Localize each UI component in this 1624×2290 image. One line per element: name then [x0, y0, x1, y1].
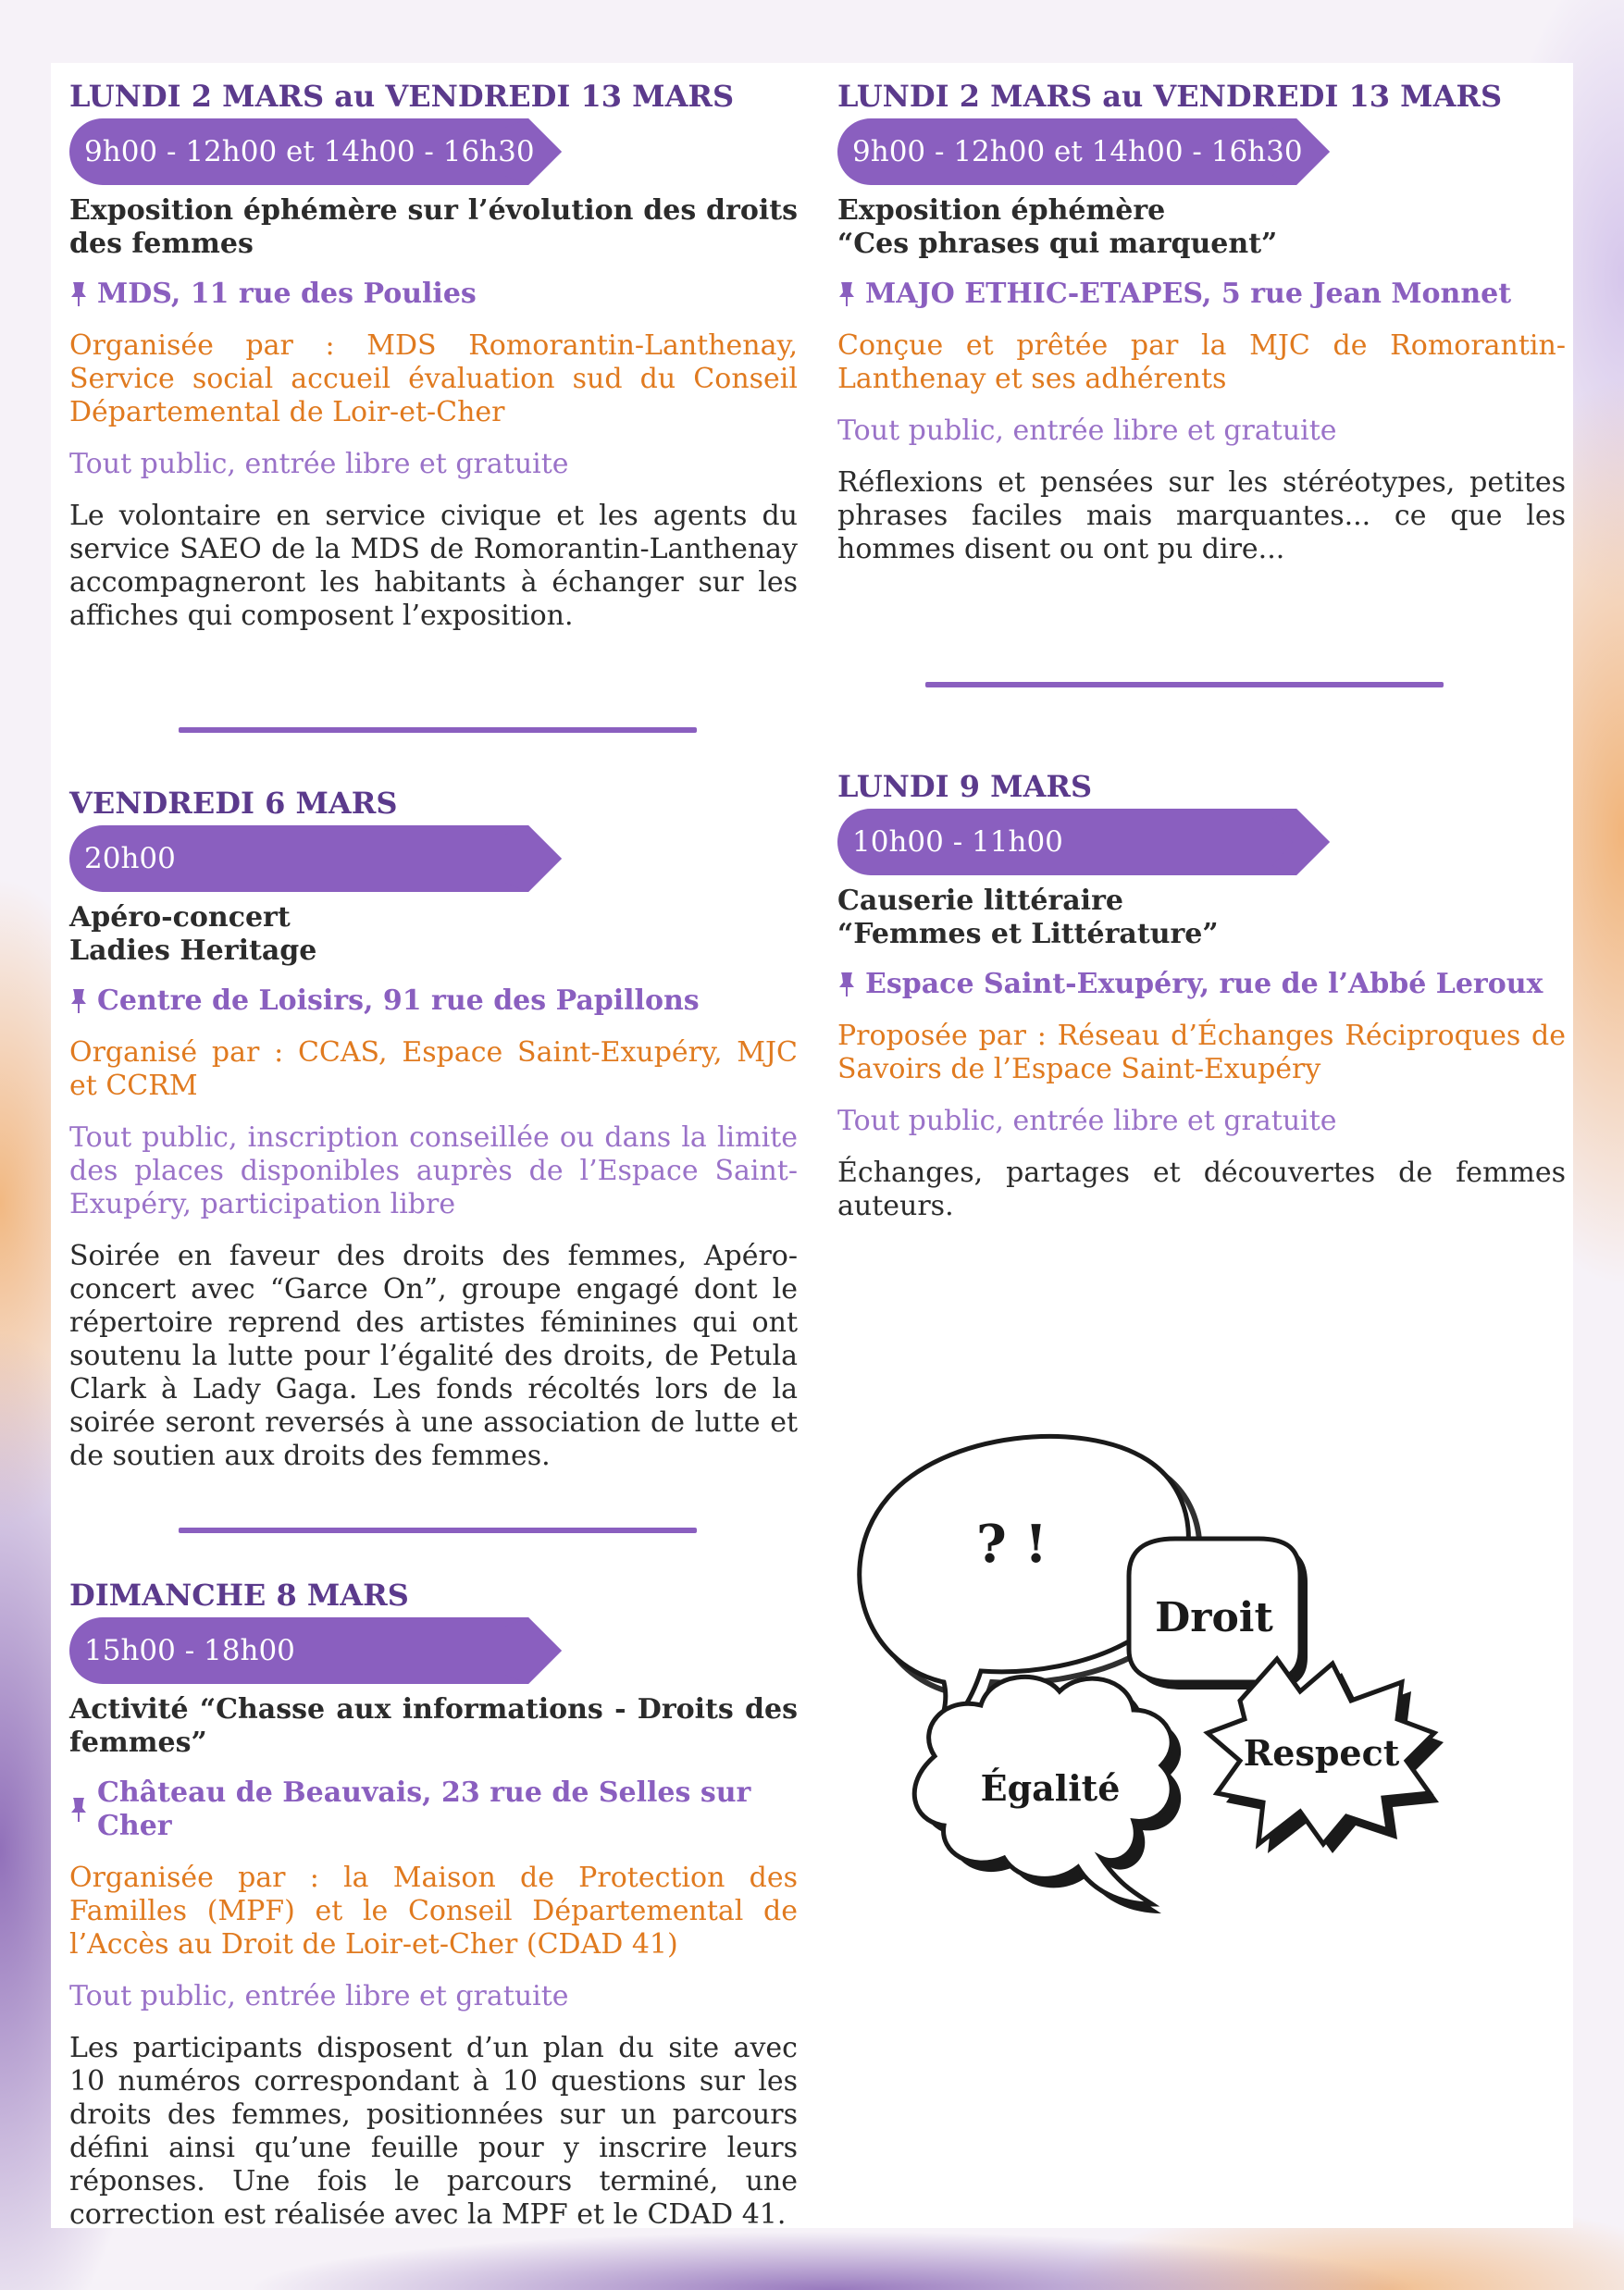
event-time: 15h00 - 18h00	[84, 1634, 295, 1667]
event-location	[69, 984, 798, 1018]
event-location-text: MDS, 11 rue des Poulies	[97, 278, 477, 310]
event-description: Réflexions et pensées sur les stéréotypes, petites phrases faciles mais marquantes... ce que les hommes disent ou ont pu dire...	[837, 466, 1566, 565]
speech-bubbles-illustration	[842, 1423, 1508, 2015]
event-date: VENDREDI 6 MARS	[69, 786, 398, 821]
event-time: 9h00 - 12h00 et 14h00 - 16h30	[84, 135, 535, 168]
event-time: 9h00 - 12h00 et 14h00 - 16h30	[852, 135, 1303, 168]
event-location-text: MAJO ETHIC-ETAPES, 5 rue Jean Monnet	[865, 278, 1512, 310]
event-organizer: Conçue et prêtée par la MJC de Romorantin-Lanthenay et ses adhérents	[837, 329, 1566, 395]
event-card	[69, 78, 798, 633]
event-location-text: Centre de Loisirs, 91 rue des Papillons	[97, 984, 700, 1017]
page-panel	[51, 63, 1573, 2231]
event-audience: Tout public, inscription conseillée ou dans la limite des places disponibles auprès de l’Espace Saint-Exupéry, participation libre	[69, 1121, 798, 1220]
separator-line	[179, 1528, 697, 1533]
event-audience: Tout public, entrée libre et gratuite	[69, 1980, 569, 2012]
event-time: 20h00	[84, 842, 176, 875]
event-location-text: Espace Saint-Exupéry, rue de l’Abbé Leroux	[865, 968, 1543, 1000]
event-title: Exposition éphémère “Ces phrases qui marquent”	[837, 194, 1278, 260]
time-badge	[69, 825, 588, 892]
event-card	[837, 768, 1566, 1223]
time-badge	[837, 809, 1356, 875]
event-date: DIMANCHE 8 MARS	[69, 1578, 409, 1613]
event-description: Les participants disposent d’un plan du site avec 10 numéros correspondant à 10 questions sur les droits des femmes, positionnées sur un parcours défini ainsi qu’une feuille pour y inscrire leurs réponses. Une fois le parcours terminé, une correction est réalisée avec la MPF et le CDAD 41.	[69, 2032, 798, 2231]
event-card	[837, 78, 1566, 566]
pushpin-icon	[69, 988, 88, 1014]
pushpin-icon	[837, 281, 856, 307]
event-audience: Tout public, entrée libre et gratuite	[837, 415, 1337, 447]
event-date: LUNDI 2 MARS au VENDREDI 13 MARS	[69, 79, 735, 114]
event-location	[69, 1776, 798, 1843]
event-date: LUNDI 9 MARS	[837, 769, 1093, 804]
event-audience: Tout public, entrée libre et gratuite	[837, 1105, 1337, 1137]
event-description: Le volontaire en service civique et les agents du service SAEO de la MDS de Romorantin-Lanthenay accompagneront les habitants à échanger sur les affiches qui composent l’exposition.	[69, 500, 798, 632]
event-description: Échanges, partages et découvertes de femmes auteurs.	[837, 1157, 1566, 1222]
event-card	[69, 785, 798, 1473]
event-date: LUNDI 2 MARS au VENDREDI 13 MARS	[837, 79, 1503, 114]
event-title: Activité “Chasse aux informations - Droits des femmes”	[69, 1693, 798, 1759]
time-badge	[69, 118, 588, 185]
event-organizer: Organisée par : la Maison de Protection des Familles (MPF) et le Conseil Départemental de l’Accès au Droit de Loir-et-Cher (CDAD 41)	[69, 1862, 798, 1961]
event-location	[69, 278, 798, 311]
event-title: Exposition éphémère sur l’évolution des droits des femmes	[69, 194, 798, 260]
droit-bubble-text: Droit	[1155, 1594, 1273, 1641]
egalite-bubble	[914, 1677, 1181, 1913]
question-bubble-text: ? !	[976, 1514, 1048, 1575]
respect-bubble-text: Respect	[1243, 1732, 1400, 1774]
event-location	[837, 968, 1566, 1001]
pushpin-icon	[69, 1797, 88, 1823]
time-badge	[69, 1617, 588, 1684]
event-card	[69, 1577, 798, 2232]
event-description: Soirée en faveur des droits des femmes, Apéro-concert avec “Garce On”, groupe engagé dont le répertoire reprend des artistes féminines qui ont soutenu la lutte pour l’égalité des droits, de Petula Clark à Lady Gaga. Les fonds récoltés lors de la soirée seront reversés à une association de lutte et de soutien aux droits des femmes.	[69, 1240, 798, 1472]
separator-line	[925, 682, 1444, 687]
separator-line	[179, 727, 697, 733]
event-location-text: Château de Beauvais, 23 rue de Selles sur Cher	[97, 1776, 751, 1842]
event-organizer: Organisé par : CCAS, Espace Saint-Exupéry, MJC et CCRM	[69, 1036, 798, 1102]
event-organizer: Organisée par : MDS Romorantin-Lanthenay, Service social accueil évaluation sud du Conseil Départemental de Loir-et-Cher	[69, 329, 798, 428]
pushpin-icon	[69, 281, 88, 307]
event-time: 10h00 - 11h00	[852, 825, 1063, 859]
pushpin-icon	[837, 972, 856, 997]
time-badge	[837, 118, 1356, 185]
egalite-bubble-text: Égalité	[980, 1767, 1121, 1809]
event-audience: Tout public, entrée libre et gratuite	[69, 448, 569, 480]
event-organizer: Proposée par : Réseau d’Échanges Réciproques de Savoirs de l’Espace Saint-Exupéry	[837, 1020, 1566, 1085]
event-title: Apéro-concert Ladies Heritage	[69, 901, 317, 967]
event-title: Causerie littéraire “Femmes et Littérature”	[837, 885, 1219, 950]
event-location	[837, 278, 1566, 311]
